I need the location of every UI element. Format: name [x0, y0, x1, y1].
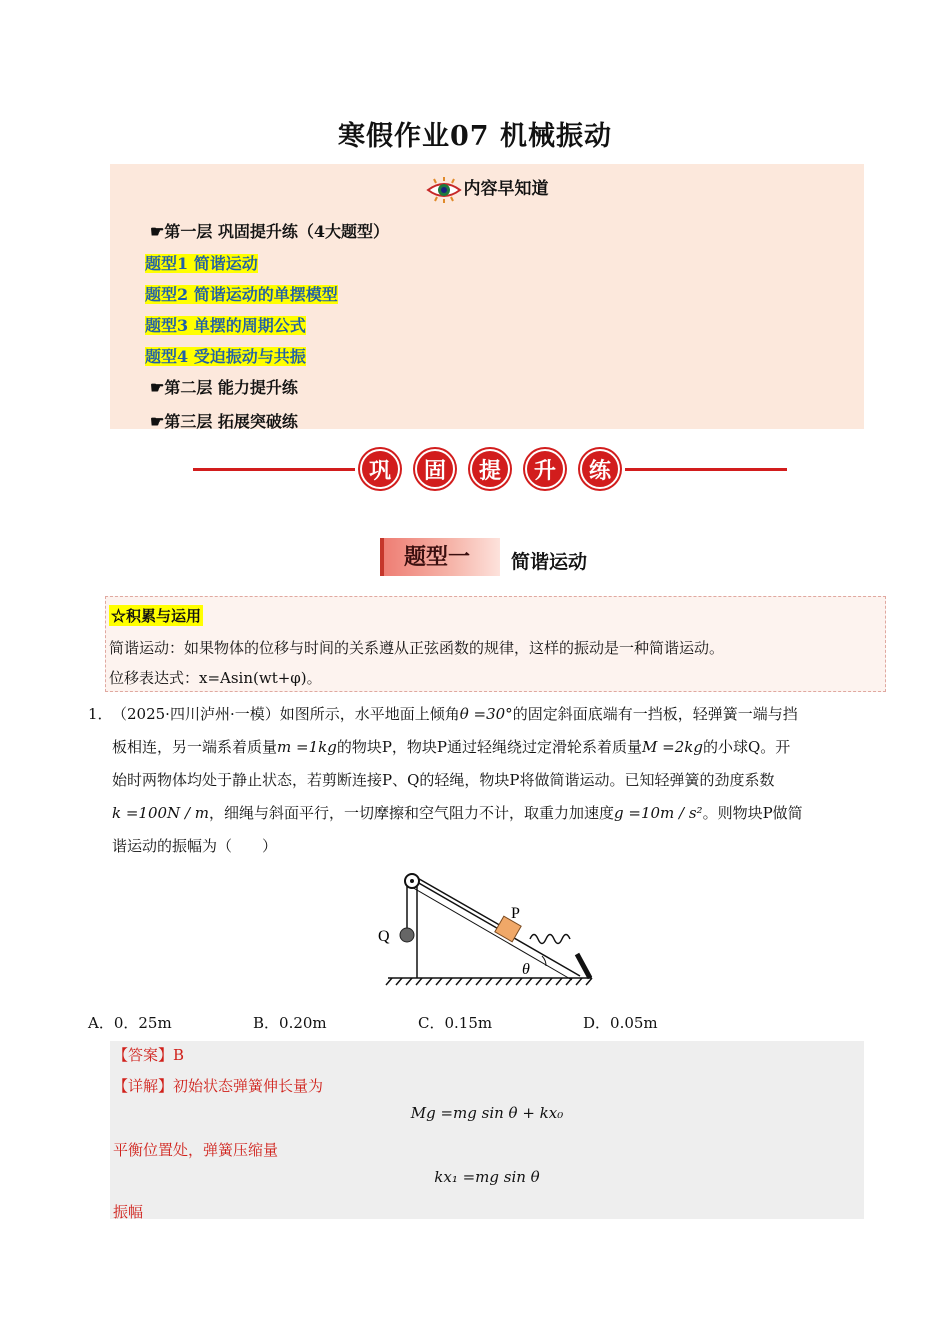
question-text: ，细绳与斜面平行，一切摩擦和空气阻力不计，取重力加速度 — [209, 804, 615, 822]
toc-layer-1[interactable]: ☛第一层 巩固提升练（4大题型） — [150, 222, 390, 241]
section-banner — [193, 447, 787, 491]
detail-line: 【详解】初始状态弹簧伸长量为 — [113, 1077, 324, 1095]
label-theta: θ — [522, 961, 530, 978]
toc-type-3[interactable]: 题型3 单摆的周期公式 — [145, 316, 306, 335]
option-c[interactable]: C．0.15m — [418, 1014, 493, 1032]
gravity-g-value: g =10m / s² — [614, 804, 703, 822]
answer-line: 【答案】B — [113, 1046, 185, 1064]
toc-layer-2[interactable]: ☛第二层 能力提升练 — [150, 378, 298, 397]
option-b[interactable]: B．0.20m — [253, 1014, 327, 1032]
question-text: 。则物块P做简 — [702, 804, 803, 822]
page-title: 寒假作业07 机械振动 — [338, 121, 612, 152]
contents-header-text: 内容早知道 — [463, 179, 549, 199]
detail-line-3: 振幅 — [113, 1203, 144, 1221]
option-a[interactable]: A．0．25m — [88, 1014, 172, 1032]
question-line-1 — [112, 698, 798, 731]
question-line-5: 谐运动的振幅为（ ） — [112, 837, 278, 855]
question-line-3: 始时两物体均处于静止状态，若剪断连接P、Q的轻绳，物块P将做简谐运动。已知轻弹簧的劲度系数 — [112, 771, 775, 789]
banner-char: 升 — [525, 449, 565, 489]
label-Q: Q — [378, 928, 390, 945]
answer-box — [110, 1041, 864, 1219]
contents-header — [110, 174, 864, 203]
eye-icon — [426, 177, 462, 203]
accumulate-line-2: 位移表达式：x=Asin(wt+φ)。 — [109, 669, 322, 687]
option-d[interactable]: D．0.05m — [583, 1014, 658, 1032]
toc-type-2[interactable]: 题型2 简谐运动的单摆模型 — [145, 285, 338, 304]
toc-layer-3[interactable]: ☛第三层 拓展突破练 — [150, 412, 298, 431]
stopper-plate — [577, 954, 590, 978]
question-line-2 — [112, 731, 790, 764]
banner-line-right — [625, 468, 787, 471]
rope-to-P — [414, 876, 510, 931]
ball-Q — [400, 928, 414, 942]
contents-box — [110, 164, 864, 429]
theta-value: θ =30° — [459, 705, 513, 723]
accumulate-line-1: 简谐运动：如果物体的位移与时间的关系遵从正弦函数的规律，这样的振动是一种简谐运动。 — [109, 639, 725, 657]
spring-k-value: k =100N / m — [112, 804, 209, 822]
formula-2: kx₁ =mg sin θ — [434, 1168, 540, 1186]
banner-char: 提 — [470, 449, 510, 489]
question-number: 1． — [88, 705, 113, 723]
question-text: 的小球Q。开 — [702, 738, 791, 756]
accumulate-heading: ☆积累与运用 — [111, 607, 202, 625]
accumulate-box — [105, 596, 886, 692]
incline-surface-inner — [410, 886, 572, 980]
banner-char: 巩 — [360, 449, 400, 489]
section-type-name: 简谐运动 — [511, 551, 588, 573]
banner-char: 练 — [580, 449, 620, 489]
banner-char: 固 — [415, 449, 455, 489]
question-text: 的物块P，物块P通过轻绳绕过定滑轮系着质量 — [336, 738, 643, 756]
toc-type-4[interactable]: 题型4 受迫振动与共振 — [145, 347, 306, 366]
pulley-axle — [410, 879, 414, 883]
label-P: P — [511, 905, 520, 922]
section-type-label: 题型一 — [380, 538, 500, 576]
spring — [530, 935, 570, 944]
banner-line-left — [193, 468, 355, 471]
mass-m-value: m =1kg — [277, 738, 337, 756]
ground-hatch — [386, 978, 592, 985]
mass-M-value: M =2kg — [642, 738, 703, 756]
incline-figure — [370, 868, 600, 990]
question-text: （2025·四川泸州·一模）如图所示，水平地面上倾角 — [112, 705, 460, 723]
question-text: 板相连，另一端系着质量 — [112, 738, 278, 756]
detail-line-2: 平衡位置处，弹簧压缩量 — [113, 1141, 279, 1159]
question-text: 的固定斜面底端有一挡板，轻弹簧一端与挡 — [512, 705, 798, 723]
question-line-4 — [112, 797, 803, 830]
toc-type-1[interactable]: 题型1 简谐运动 — [145, 254, 258, 273]
formula-1: Mg =mg sin θ + kx₀ — [410, 1104, 564, 1122]
